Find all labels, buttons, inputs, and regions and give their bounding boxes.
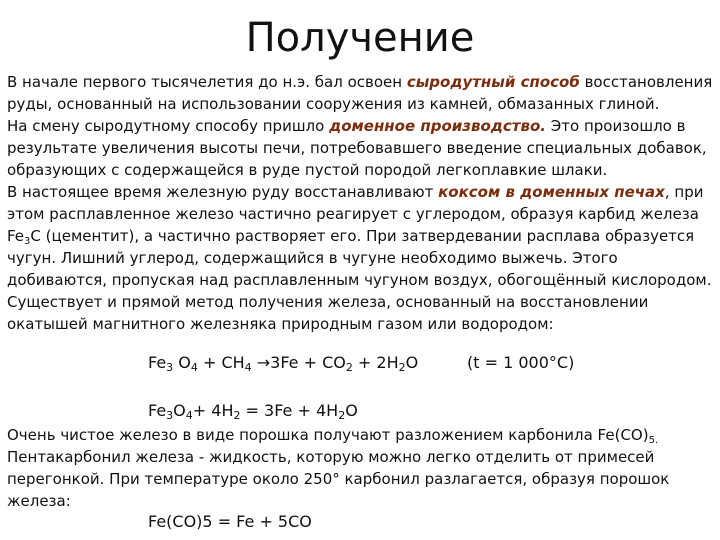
slide-title: Получение bbox=[245, 15, 475, 61]
equation-carbonyl: Fe(CO)5 = Fe + 5CO bbox=[148, 512, 312, 531]
highlight-blast-furnace: доменное производство. bbox=[329, 117, 547, 135]
paragraph-coke: В настоящее время железную руду восстанавливают коксом в доменных печах, при этом расплавленное железо частично реагирует с углеродом, образуя карбид железа $Fe_3C$ (цементит), а частично растворяет его. При затвердевании расплава образуется чугун. Лишний углерод, содержащийся в чугуне необходимо выжечь. Этого добиваются, пропуская над расплавленным чугуном воздух, обогощённый кислородом. bbox=[7, 183, 712, 289]
paragraph-pentacarbonyl: Пентакарбонил железа - жидкость, которую можно легко отделить от примесей перегонкой. При температуре около 250° карбонил разлагается, образуя порошок железа: bbox=[7, 448, 670, 510]
paragraph-carbonyl: Очень чистое железо в виде порошка получают разложением карбонила $Fe(CO)_{5.}$ bbox=[7, 426, 659, 446]
intro-text bbox=[7, 71, 715, 335]
paragraph-blast-furnace: На смену сыродутному способу пришло доменное производство. Это произошло в результате увеличения высоты печи, потребовавшего введение специальных добавок, образующих с содержащейся в руде пустой породой легкоплавкие шлаки. bbox=[7, 117, 707, 179]
carbonyl-text bbox=[7, 424, 715, 512]
paragraph-direct-method: Существует и прямой метод получения железа, основанный на восстановлении окатышей магнитного железняка природным газом или водородом: bbox=[7, 293, 649, 333]
equation-condition: (t = 1 000°C) bbox=[467, 353, 575, 372]
highlight-coke: коксом в доменных печах bbox=[438, 183, 665, 201]
equation-hydrogen: $Fe_3O_4+ 4H_2 = 3Fe + 4H_2O$ bbox=[148, 401, 358, 422]
paragraph-bloomery: В начале первого тысячелетия до н.э. бал освоен сыродутный способ восстановления руды, основанный на использовании сооружения из камней, обмазанных глиной. bbox=[7, 73, 713, 113]
equation-methane: $Fe_3$ $O_4 + CH_4 \to 3Fe + CO_2 + 2H_2O$ bbox=[148, 353, 419, 374]
highlight-bloomery: сыродутный способ bbox=[406, 73, 580, 91]
